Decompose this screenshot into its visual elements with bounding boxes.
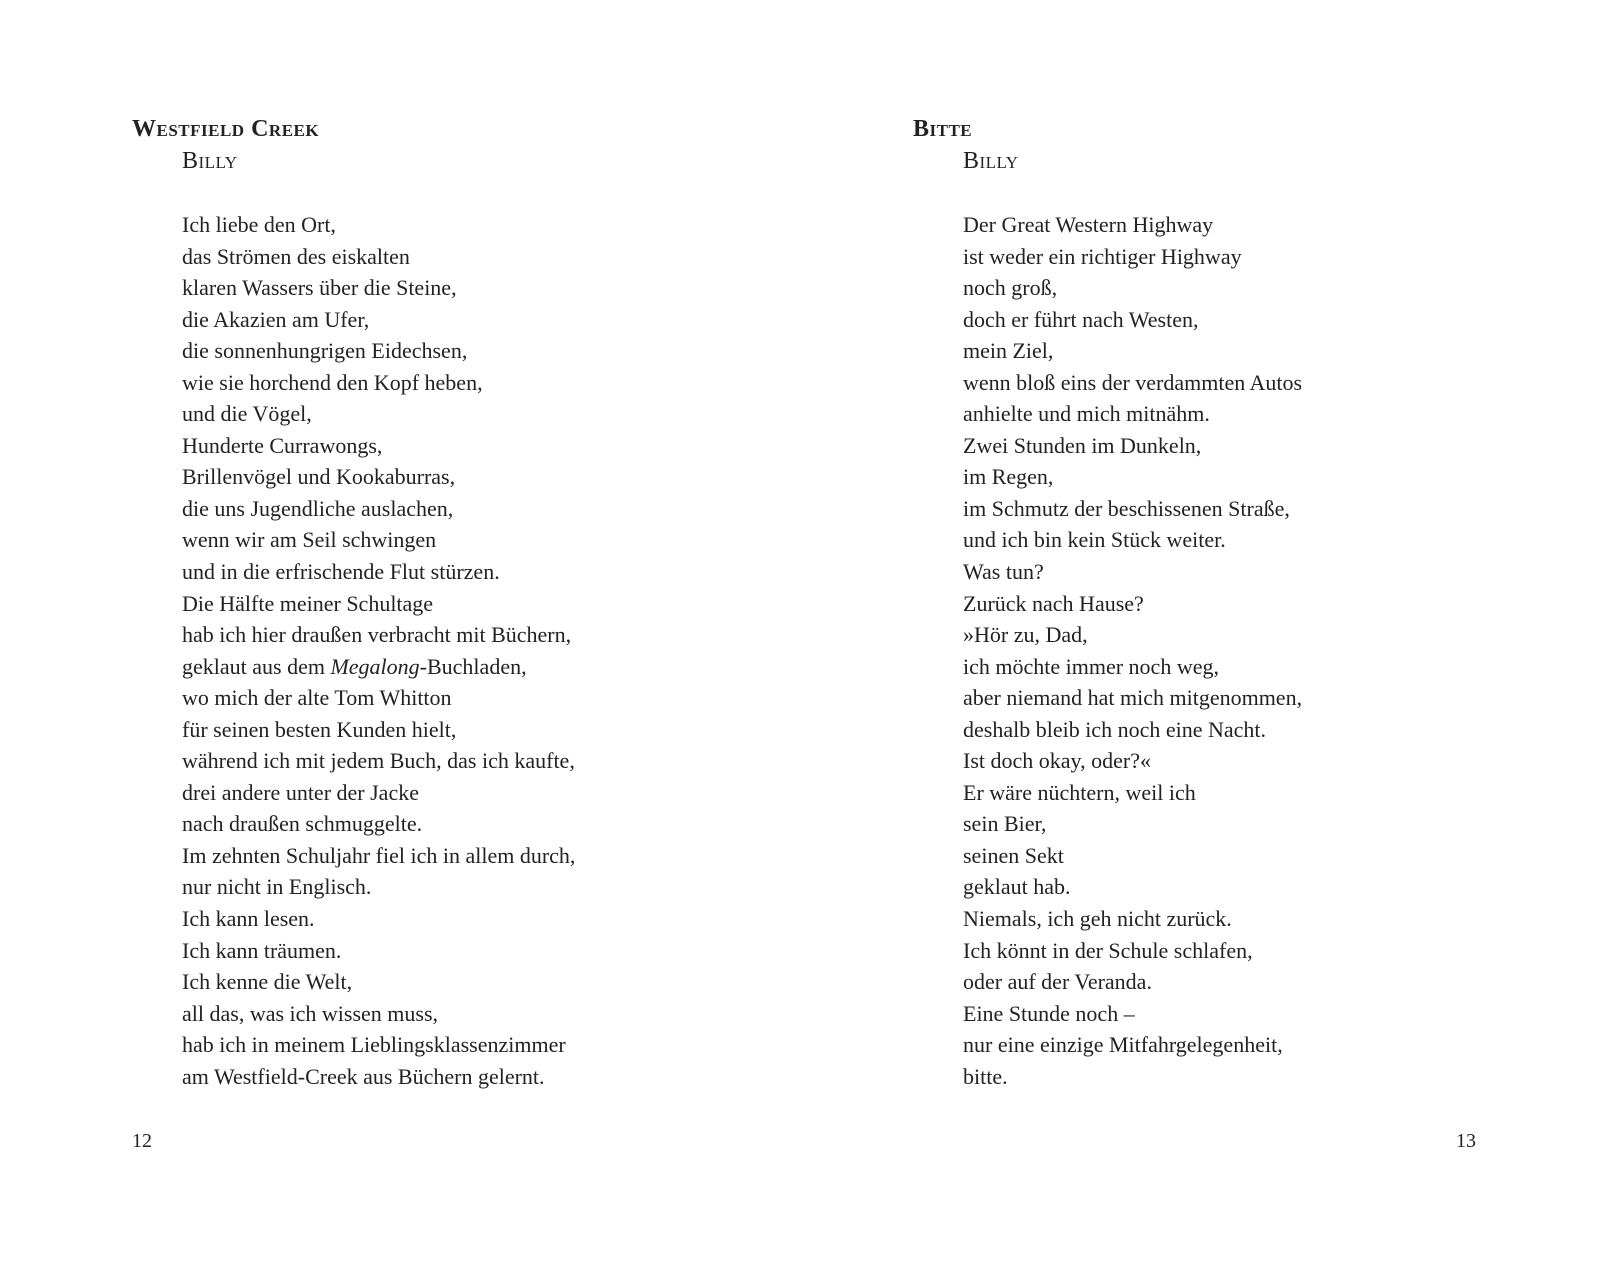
poem-line: Der Great Western Highway	[963, 212, 1214, 237]
poem-line: Hunderte Currawongs,	[182, 432, 383, 458]
poem-line: nur nicht in Englisch.	[182, 874, 372, 900]
poem-line: Was tun?	[963, 559, 1044, 585]
poem-line: Ich kann träumen.	[182, 937, 342, 963]
poem-line: anhielte und mich mitnähm.	[963, 401, 1210, 427]
poem-line: und die Vögel,	[182, 401, 312, 427]
poem-line: für seinen besten Kunden hielt,	[182, 716, 457, 742]
poem-line: Eine Stunde noch –	[963, 1000, 1135, 1026]
poem-line: mein Ziel,	[963, 338, 1054, 364]
poem-title: Bitte	[913, 116, 973, 142]
poem-line: sein Bier,	[963, 811, 1047, 837]
right-page	[800, 0, 1600, 1274]
poem-title: Westfield Creek	[132, 116, 320, 142]
poem-line: noch groß,	[963, 275, 1058, 301]
poem-line: wenn wir am Seil schwingen	[182, 527, 437, 553]
poem-line: Er wäre nüchtern, weil ich	[963, 779, 1196, 805]
page-number: 13	[1456, 1130, 1476, 1152]
poem-line: das Strömen des eiskalten	[182, 243, 410, 269]
poem-lines	[963, 209, 1302, 1092]
poem-line: und in die erfrischende Flut stürzen.	[182, 559, 500, 585]
poem-line: Ich kann lesen.	[182, 906, 315, 932]
page-number: 12	[132, 1130, 152, 1152]
poem-line: Brillenvögel und Kookaburras,	[182, 464, 456, 490]
poem-line: Ist doch okay, oder?«	[963, 748, 1151, 774]
poem-line: die uns Jugendliche auslachen,	[182, 495, 454, 521]
poem-line: bitte.	[963, 1063, 1008, 1089]
poem-line: deshalb bleib ich noch eine Nacht.	[963, 716, 1267, 742]
poem-line: im Schmutz der beschissenen Straße,	[963, 495, 1290, 521]
poem-line: hab ich hier draußen verbracht mit Büchern,	[182, 622, 572, 648]
poem-line: klaren Wassers über die Steine,	[182, 275, 457, 301]
poem-line: nach draußen schmuggelte.	[182, 811, 423, 837]
poem-line: Zwei Stunden im Dunkeln,	[963, 432, 1202, 458]
poem-line: wo mich der alte Tom Whitton	[182, 685, 452, 711]
poem-line: all das, was ich wissen muss,	[182, 1000, 439, 1026]
poem-line: Ich liebe den Ort,	[182, 212, 336, 237]
poem-author: Billy	[182, 148, 238, 174]
line-segment: geklaut aus dem	[182, 653, 331, 679]
poem-line: oder auf der Veranda.	[963, 969, 1152, 995]
poem-line: wie sie horchend den Kopf heben,	[182, 369, 483, 395]
poem-line: hab ich in meinem Lieblingsklassenzimmer	[182, 1032, 566, 1058]
poem-lines	[182, 209, 575, 1092]
poem-line: während ich mit jedem Buch, das ich kaufte,	[182, 748, 575, 774]
poem-line: Ich könnt in der Schule schlafen,	[963, 937, 1253, 963]
poem-line: am Westfield-Creek aus Büchern gelernt.	[182, 1063, 545, 1089]
poem-line: Im zehnten Schuljahr fiel ich in allem durch,	[182, 842, 576, 868]
poem-line: im Regen,	[963, 464, 1054, 490]
poem-line: doch er führt nach Westen,	[963, 306, 1199, 332]
poem-line	[182, 651, 575, 683]
poem-line: »Hör zu, Dad,	[963, 622, 1088, 648]
poem-line: Niemals, ich geh nicht zurück.	[963, 906, 1232, 932]
poem-line: drei andere unter der Jacke	[182, 779, 419, 805]
poem-line: die sonnenhungrigen Eidechsen,	[182, 338, 468, 364]
poem-line: die Akazien am Ufer,	[182, 306, 370, 332]
poem-line: geklaut hab.	[963, 874, 1071, 900]
poem-line: Die Hälfte meiner Schultage	[182, 590, 434, 616]
poem-line: wenn bloß eins der verdammten Autos	[963, 369, 1303, 395]
poem-line: Ich kenne die Welt,	[182, 969, 353, 995]
line-segment: -Buchladen,	[419, 653, 527, 679]
poem-line: aber niemand hat mich mitgenommen,	[963, 685, 1303, 711]
poem-author: Billy	[963, 148, 1019, 174]
poem-line: seinen Sekt	[963, 842, 1064, 868]
poem-line: und ich bin kein Stück weiter.	[963, 527, 1226, 553]
italic-title: Megalong	[330, 653, 420, 679]
poem-line: Zurück nach Hause?	[963, 590, 1144, 616]
poem-line: ich möchte immer noch weg,	[963, 653, 1219, 679]
poem-line: nur eine einzige Mitfahrgelegenheit,	[963, 1032, 1283, 1058]
poem-line: ist weder ein richtiger Highway	[963, 243, 1242, 269]
